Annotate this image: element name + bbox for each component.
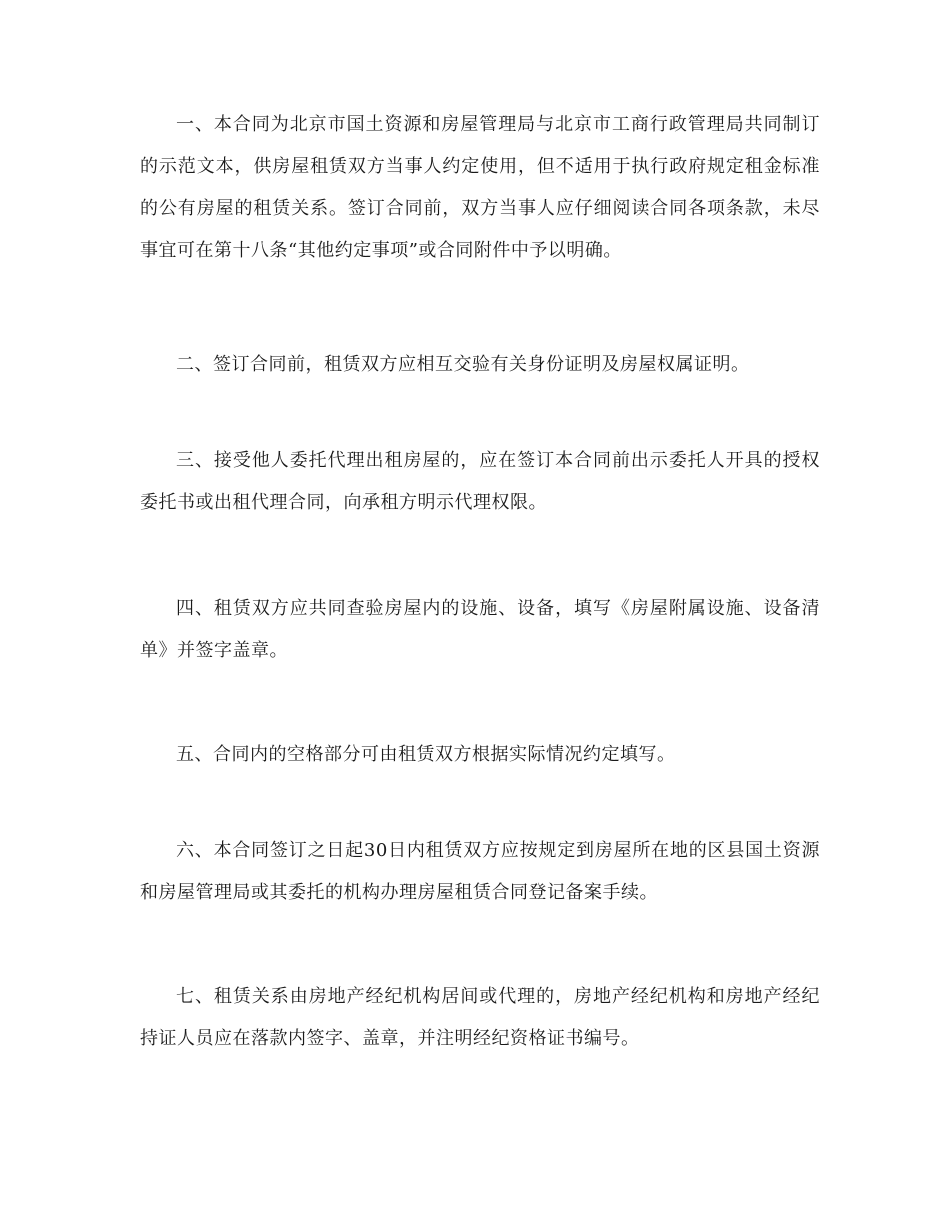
paragraph-6: 六、本合同签订之日起30日内租赁双方应按规定到房屋所在地的区县国土资源和房屋管理局或其委托的机构办理房屋租赁合同登记备案手续。 xyxy=(140,840,820,903)
paragraph-1: 一、本合同为北京市国土资源和房屋管理局与北京市工商行政管理局共同制订的示范文本，供房屋租赁双方当事人约定使用，但不适用于执行政府规定租金标准的公有房屋的租赁关系。签订合同前，双方当事人应仔细阅读合同各项条款，未尽事宜可在第十八条“其他约定事项”或合同附件中予以明确。 xyxy=(140,114,820,261)
paragraph-4: 四、租赁双方应共同查验房屋内的设施、设备，填写《房屋附属设施、设备清单》并签字盖章。 xyxy=(140,598,820,661)
paragraph-2: 二、签订合同前，租赁双方应相互交验有关身份证明及房屋权属证明。 xyxy=(176,354,750,375)
paragraph-5: 五、合同内的空格部分可由租赁双方根据实际情况约定填写。 xyxy=(176,744,676,765)
paragraph-7: 七、租赁关系由房地产经纪机构居间或代理的，房地产经纪机构和房地产经纪持证人员应在落款内签字、盖章，并注明经纪资格证书编号。 xyxy=(140,986,820,1049)
paragraph-3: 三、接受他人委托代理出租房屋的，应在签订本合同前出示委托人开具的授权委托书或出租代理合同，向承租方明示代理权限。 xyxy=(140,450,820,513)
